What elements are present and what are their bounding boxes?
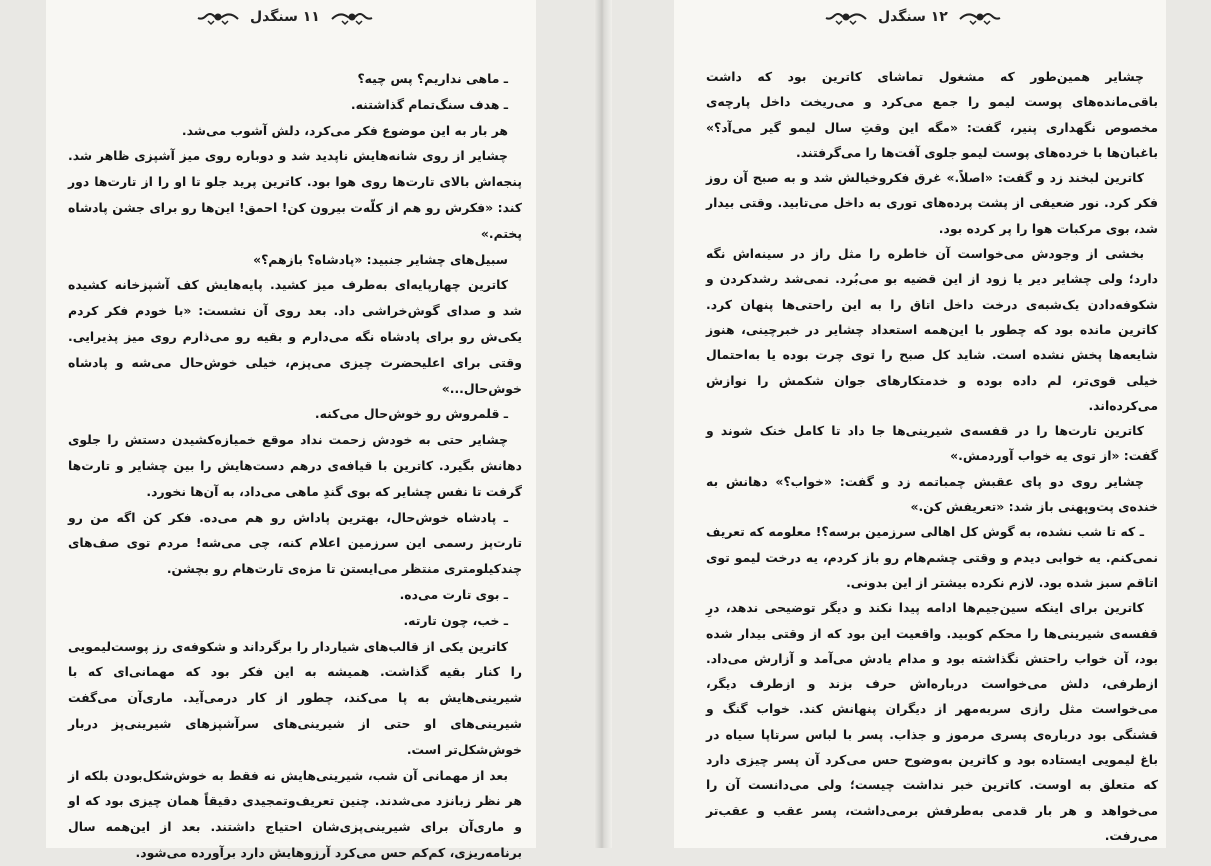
page-header [196,4,374,30]
paragraph: هر بار به این موضوع فکر می‌کرد، دلش آشوب می‌شد. [181,122,508,138]
ornament-icon [958,7,1002,27]
paragraph: سبیل‌های چشایر جنبید: «پادشاه؟ بازهم؟» [253,251,508,267]
paragraph: کاترین تارت‌ها را در قفسه‌ی شیرینی‌ها جا داد تا کامل خنک شوند و گفت: «از توی یه خواب آوردمش.» [706,423,1158,464]
paragraph: کاترین یکی از قالب‌های شیاردار را برگرداند و شکوفه‌ی رز پوست‌لیمویی را کنار بقیه گذاشت. همیشه به این فکر بود که مهمانی‌ای که با شیرینی‌هایش به‌ پا می‌کند، چطور از کار درمی‌آید. ماری‌آن می‌گفت شیرینی‌های او حتی از شیرینی‌های سرآشپزهای شیرینی‌پز دربار خوش‌شکل‌تر است. [68,638,522,757]
paragraph: چشایر از روی شانه‌هایش ناپدید شد و دوباره روی میز آشپزی ظاهر شد. پنجه‌اش بالای تارت‌ها روی هوا بود. کاترین پرید جلو تا او را از تارت‌ها دور کند: «فکرش رو هم از کلّه‌ت بیرون کن! احمق! این‌ها رو برای جشن پادشاه پختم.» [68,148,522,241]
page-number-title: ۱۱ سنگدل [250,9,320,25]
paragraph: چشایر همین‌طور که مشغول تماشای کاترین بود که داشت باقی‌مانده‌های پوست لیمو را جمع می‌کرد و می‌ریخت داخل پارچه‌ی مخصوص نگهداری پنیر، گفت: «مگه این وقتِ سال لیمو گیر می‌آد؟» باغبان‌ها با خرده‌های پوست لیمو جلوی آفت‌ها را می‌گرفتند. [706,69,1158,160]
paragraph: چشایر روی دو پای عقبش چمباتمه زد و گفت: «خواب؟» دهانش به خنده‌ی پت‌وپهنی باز شد: «تعریفش کن.» [706,473,1158,515]
paragraph: کاترین لبخند زد و گفت: «اصلاً.» غرق فکروخیالش شد و به صبح آن روز فکر کرد. نور ضعیفی از پشت پرده‌های توری به داخل می‌تابید. وقتی بیدار شد، بوی مرکبات هوا را پر کرده بود. [706,170,1158,236]
paragraph: ـ هدف سنگ‌تمام گذاشتنه. [350,96,508,112]
ornament-icon [330,7,374,27]
paragraph: ـ ماهی نداریم؟ پس چیه؟ [357,71,508,86]
left-book-page [46,0,536,860]
paragraph: کاترین برای اینکه سین‌جیم‌ها ادامه پیدا نکند و دیگر توضیحی ندهد، درِ قفسه‌ی شیرینی‌ها را محکم کوبید. واقعیت این بود که از وقتی بیدار شده بود، آن خواب راحتش نگذاشته بود و مدام یادش می‌آمد و آزارش می‌داد. ازطرفی، دلش می‌خواست درباره‌اش حرف بزند و ازطرف دیگر، می‌خواست مثل رازی سربه‌مهر از دیگران پنهانش کند. خواب گنگ و قشنگی بود درباره‌ی پسری مرموز و جذاب. پسر با لباس سرتاپا سیاه در باغ لیمویی ایستاده بود و کاترین به‌وضوح حس می‌کرد آن پسر چیزی دارد که متعلق به اوست. کاترین خبر نداشت چیست؛ ولی می‌دانست آن را می‌خواهد و هر بار قدمی به‌طرفش برمی‌داشت، پسر عقب و عقب‌تر می‌رفت. [706,600,1158,843]
paragraph: کاترین چهارپایه‌ای به‌طرف میز کشید. پایه‌هایش کف آشپزخانه کشیده شد و صدای گوش‌خراشی داد. بعد روی آن نشست: «با خودم فکر کردم یکی‌ش رو برای پادشاه نگه می‌دارم و بقیه رو می‌ذارم روی میز پذیرایی. وقتی برای اعلیحضرت چیزی می‌پزم، خیلی خوش‌حال می‌شه و پادشاه خوش‌حال...» [68,277,522,396]
page-number-title: ۱۲ سنگدل [878,9,948,25]
page-header [824,4,1002,30]
right-book-page [674,0,1166,848]
paragraph: ـ خب، چون تارته. [403,612,508,628]
page-body-text [68,66,522,866]
paragraph: ـ بوی تارت می‌ده. [399,586,508,602]
ornament-icon [196,7,240,27]
ornament-icon [824,7,868,27]
paragraph: بخشی از وجودش می‌خواست آن خاطره را مثل راز در سینه‌اش نگه دارد؛ ولی چشایر دیر یا زود از این قضیه بو می‌بُرد. نمی‌شد رشدکردن و شکوفه‌دادن یک‌شبه‌ی درخت داخل اتاق را به این راحتی‌ها پنهان کرد. کاترین مانده بود که چطور با این‌همه استعداد چشایر در خبرچینی، هنوز شایعه‌ها پخش نشده است. شاید کل صبح را توی چرت بوده یا به‌احتمال خیلی قوی‌تر، لم داده بوده و خدمتکارهای جوان شکمش را نوازش می‌کرده‌اند. [706,246,1158,413]
paragraph: چشایر حتی به خودش زحمت نداد موقع خمیازه‌کشیدن دستش را جلوی دهانش بگیرد. کاترین با قیافه‌ی درهم دست‌هایش را بین چشایر و تارت‌ها گرفت تا نفس چشایر که بوی گندِ ماهی می‌داد، به آن‌ها نخورد. [68,432,522,499]
paragraph: ـ که تا شب نشده، به گوش کل اهالی سرزمین برسه؟! معلومه که تعریف نمی‌کنم. یه خوابی دیدم و وقتی چشم‌هام رو باز کردم، یه درخت لیمو توی اتاقم سبز شده بود. لازم نکرده بیشتر از این بدونی. [706,524,1158,590]
paragraph: بعد از مهمانی آن شب، شیرینی‌هایش نه فقط به خوش‌شکل‌بودن بلکه از هر نظر زبانزد می‌شدند. چنین تعریف‌وتمجیدی دقیقاً همان چیزی بود که او و ماری‌آن برای شیرینی‌پزی‌شان احتیاج داشتند. بعد از این‌همه سال برنامه‌ریزی، کم‌کم حس می‌کرد آرزوهایش دارد برآورده می‌شود. [68,767,522,860]
page-body-text [706,64,1158,848]
paragraph: ـ قلمروش رو خوش‌حال می‌کنه. [314,406,508,422]
book-gutter [594,0,612,848]
paragraph: ـ پادشاه خوش‌حال، بهترین پاداش رو هم می‌ده. فکر کن اگه من رو تارت‌پز رسمی این سرزمین اعلام کنه، چی می‌شه! مردم توی صف‌های چندکیلومتری منتظر می‌ایستن تا مزه‌ی تارت‌هام رو بچشن. [68,509,522,577]
